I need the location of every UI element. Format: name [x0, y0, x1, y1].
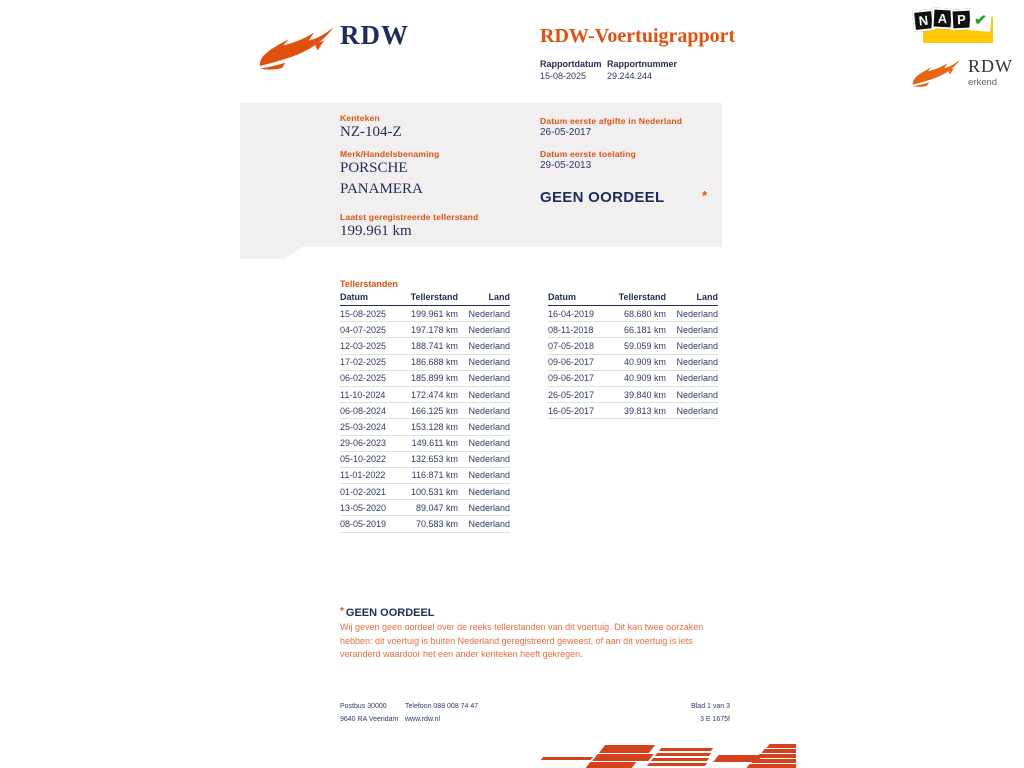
eerste-toelating-value: 29-05-2013	[540, 160, 592, 171]
meter-reading-row	[340, 386, 510, 402]
land-column-header: Land	[458, 291, 510, 306]
datum-cell: 29-06-2023	[340, 435, 410, 451]
land-cell: Nederland	[458, 419, 510, 435]
tellerstand-cell: 199.961 km	[410, 306, 458, 322]
land-cell: Nederland	[458, 467, 510, 483]
tellerstand-cell: 149.611 km	[410, 435, 458, 451]
datum-cell: 12-03-2025	[340, 338, 410, 354]
laatste-tellerstand-value: 199.961 km	[340, 223, 412, 239]
land-cell: Nederland	[666, 306, 718, 322]
tellerstand-column-header: Tellerstand	[410, 291, 458, 306]
merk-label: Merk/Handelsbenaming	[340, 149, 440, 159]
datum-cell: 04-07-2025	[340, 322, 410, 338]
eerste-afgifte-value: 26-05-2017	[540, 127, 592, 138]
tellerstand-column-header: Tellerstand	[618, 291, 666, 306]
eerste-toelating-label: Datum eerste toelating	[540, 149, 637, 159]
meter-reading-row	[340, 467, 510, 483]
meter-reading-row	[548, 306, 718, 322]
tellerstand-cell: 59.059 km	[618, 338, 666, 354]
land-cell: Nederland	[458, 484, 510, 500]
erkend-label: erkend	[968, 77, 998, 88]
meter-reading-row	[548, 322, 718, 338]
land-cell: Nederland	[458, 403, 510, 419]
datum-cell: 08-05-2019	[340, 516, 410, 532]
datum-cell: 11-10-2024	[340, 386, 410, 402]
brand-wordmark: RDW	[340, 20, 409, 50]
tellerstand-cell: 100.531 km	[410, 484, 458, 500]
report-date-label: Rapportdatum	[540, 59, 602, 69]
meter-reading-row	[340, 516, 510, 532]
meter-reading-row	[340, 322, 510, 338]
rdw-erkend-logo	[910, 56, 1020, 92]
nap-check-tile	[969, 9, 991, 31]
merk-value: PORSCHE	[340, 160, 408, 176]
datum-cell: 17-02-2025	[340, 354, 410, 370]
datum-cell: 25-03-2024	[340, 419, 410, 435]
report-number-label: Rapportnummer	[607, 59, 678, 69]
footnote-marker: *	[340, 606, 344, 617]
datum-cell: 09-06-2017	[548, 370, 618, 386]
datum-cell: 06-08-2024	[340, 403, 410, 419]
datum-cell: 15-08-2025	[340, 306, 410, 322]
land-column-header: Land	[666, 291, 718, 306]
meter-reading-row	[340, 338, 510, 354]
land-cell: Nederland	[458, 306, 510, 322]
meter-table-header-row	[548, 291, 718, 306]
meter-table-right	[548, 291, 718, 419]
meter-reading-row	[340, 435, 510, 451]
tellerstand-cell: 188.741 km	[410, 338, 458, 354]
meter-reading-row	[340, 451, 510, 467]
meter-reading-row	[340, 419, 510, 435]
footer-website-link[interactable]: www.rdw.nl	[405, 716, 441, 723]
footnote-title-text: GEEN OORDEEL	[345, 607, 435, 619]
tellerstand-cell: 166.125 km	[410, 403, 458, 419]
tellerstand-cell: 197.178 km	[410, 322, 458, 338]
land-cell: Nederland	[458, 435, 510, 451]
meter-table-header-row	[340, 291, 510, 306]
footnote-title	[340, 606, 435, 619]
land-cell: Nederland	[666, 322, 718, 338]
land-cell: Nederland	[458, 322, 510, 338]
datum-cell: 26-05-2017	[548, 386, 618, 402]
checkmark-icon: ✔	[973, 11, 988, 30]
bottom-stripes-graphic	[540, 740, 796, 768]
footnote-body: Wij geven geen oordeel over de reeks tellerstanden van dit voertuig. Dit kan twee oorzaken hebben: dit voertuig is buiten Nederland geregistreerd geweest, of aan dit voertuig is iets veranderd waardoor het een ander kenteken heeft gekregen.	[340, 622, 704, 659]
meter-reading-row	[340, 370, 510, 386]
nap-letter-a: A	[937, 10, 948, 27]
land-cell: Nederland	[666, 370, 718, 386]
footer-page-number: Blad 1 van 3	[691, 703, 730, 710]
datum-cell: 01-02-2021	[340, 484, 410, 500]
tellerstanden-section-title: Tellerstanden	[340, 279, 398, 289]
land-cell: Nederland	[666, 403, 718, 419]
datum-column-header: Datum	[548, 291, 618, 306]
meter-reading-row	[548, 370, 718, 386]
model-value: PANAMERA	[340, 181, 423, 197]
meter-reading-row	[548, 403, 718, 419]
tellerstand-cell: 132.653 km	[410, 451, 458, 467]
tellerstand-cell: 68.680 km	[618, 306, 666, 322]
tellerstand-cell: 172.474 km	[410, 386, 458, 402]
report-date-value: 15-08-2025	[540, 71, 587, 81]
datum-cell: 16-05-2017	[548, 403, 618, 419]
laatste-tellerstand-label: Laatst geregistreerde tellerstand	[340, 212, 479, 222]
meter-reading-row	[548, 338, 718, 354]
tellerstand-cell: 185.899 km	[410, 370, 458, 386]
land-cell: Nederland	[458, 338, 510, 354]
tellerstand-cell: 39.840 km	[618, 386, 666, 402]
datum-cell: 07-05-2018	[548, 338, 618, 354]
tellerstand-cell: 153.128 km	[410, 419, 458, 435]
land-cell: Nederland	[458, 500, 510, 516]
rdw-wing-small-icon	[910, 58, 962, 88]
meter-reading-row	[548, 354, 718, 370]
eerste-afgifte-label: Datum eerste afgifte in Nederland	[540, 116, 683, 126]
tellerstand-cell: 89.047 km	[410, 500, 458, 516]
tellerstand-cell: 186.688 km	[410, 354, 458, 370]
kenteken-value: NZ-104-Z	[340, 124, 402, 140]
footer-phone: Telefoon 088 008 74 47	[405, 703, 479, 710]
oordeel-footnote-marker: *	[702, 188, 708, 203]
meter-reading-row	[340, 306, 510, 322]
erkend-wordmark: RDW	[968, 56, 1013, 76]
tellerstand-cell: 39.813 km	[618, 403, 666, 419]
page-title: RDW-Voertuigrapport	[540, 25, 736, 47]
meter-reading-row	[340, 403, 510, 419]
meter-reading-row	[340, 484, 510, 500]
nap-logo	[913, 6, 1013, 48]
land-cell: Nederland	[666, 386, 718, 402]
oordeel-status: GEEN OORDEEL	[540, 189, 665, 206]
kenteken-label: Kenteken	[340, 113, 380, 123]
land-cell: Nederland	[458, 354, 510, 370]
meter-reading-row	[340, 354, 510, 370]
tellerstand-cell: 66.181 km	[618, 322, 666, 338]
datum-cell: 11-01-2022	[340, 467, 410, 483]
tellerstand-cell: 40.909 km	[618, 370, 666, 386]
datum-cell: 08-11-2018	[548, 322, 618, 338]
vehicle-panel-tail	[240, 247, 302, 259]
land-cell: Nederland	[666, 354, 718, 370]
tellerstand-cell: 70.583 km	[410, 516, 458, 532]
datum-cell: 06-02-2025	[340, 370, 410, 386]
rdw-wing-logo-icon	[256, 24, 336, 72]
tellerstand-cell: 116.871 km	[410, 467, 458, 483]
land-cell: Nederland	[458, 516, 510, 532]
datum-cell: 16-04-2019	[548, 306, 618, 322]
tellerstand-cell: 40.909 km	[618, 354, 666, 370]
nap-letter-n: N	[918, 12, 929, 29]
meter-reading-row	[548, 386, 718, 402]
footer-address-line1: Postbus 30000	[340, 703, 387, 710]
footer-form-code: 3 E 1675f	[700, 716, 730, 723]
land-cell: Nederland	[458, 386, 510, 402]
report-number-value: 29.244.244	[607, 71, 653, 81]
land-cell: Nederland	[458, 370, 510, 386]
nap-letter-p: P	[956, 11, 967, 28]
land-cell: Nederland	[458, 451, 510, 467]
land-cell: Nederland	[666, 338, 718, 354]
footer-address-line2: 9640 RA Veendam	[340, 716, 399, 723]
datum-cell: 05-10-2022	[340, 451, 410, 467]
datum-column-header: Datum	[340, 291, 410, 306]
meter-reading-row	[340, 500, 510, 516]
datum-cell: 13-05-2020	[340, 500, 410, 516]
datum-cell: 09-06-2017	[548, 354, 618, 370]
meter-table-left	[340, 291, 510, 533]
